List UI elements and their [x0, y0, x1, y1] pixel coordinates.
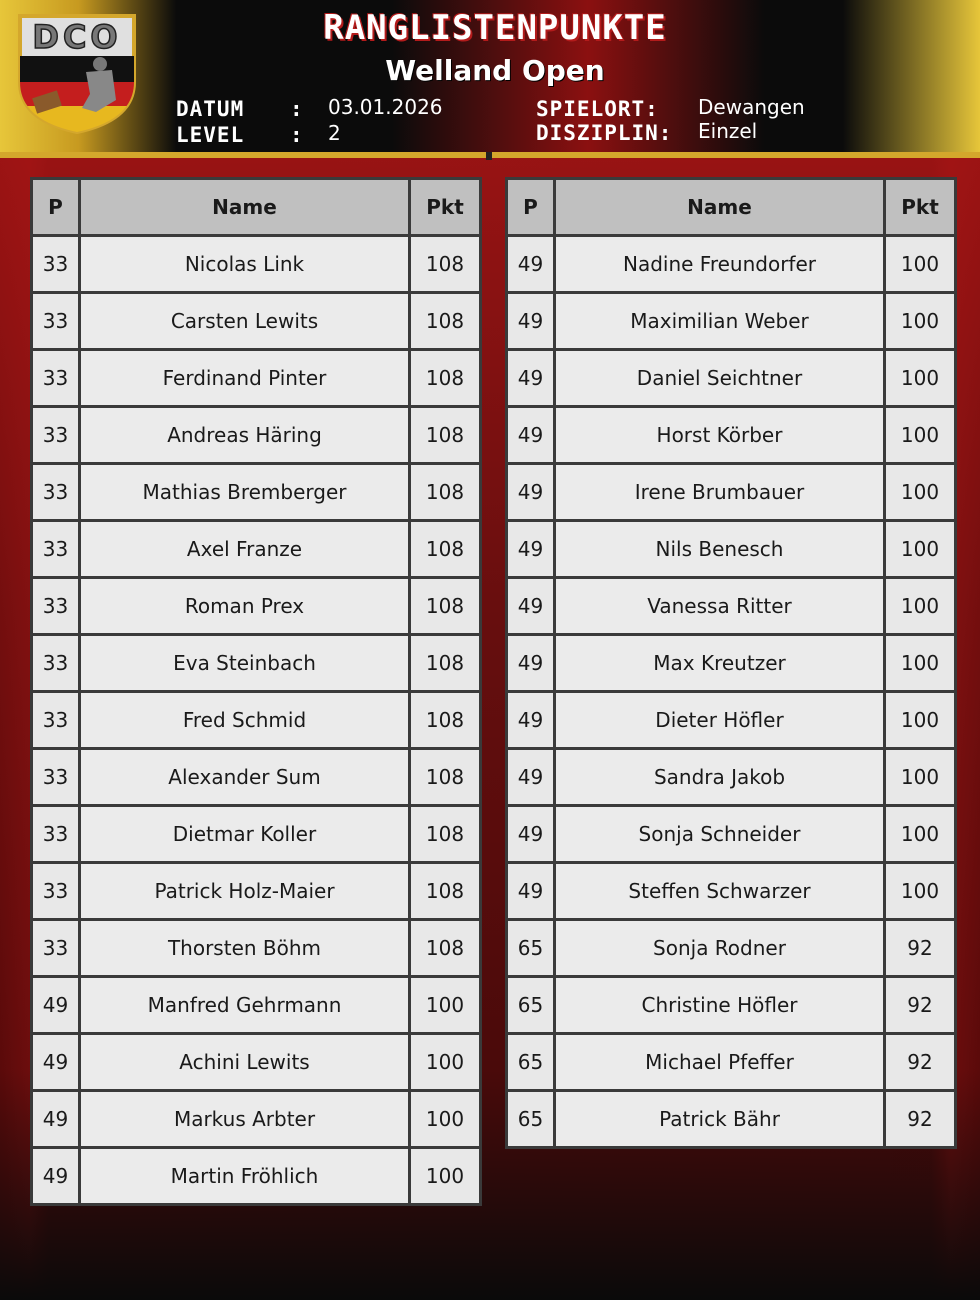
- rank-cell: 49: [507, 350, 555, 407]
- logo-text: DCO: [32, 18, 122, 56]
- points-cell: 108: [410, 521, 481, 578]
- points-cell: 108: [410, 407, 481, 464]
- table-row: [507, 1034, 956, 1091]
- table-row: [32, 920, 481, 977]
- event-name: Welland Open: [385, 54, 605, 87]
- name-cell: Thorsten Böhm: [80, 920, 410, 977]
- rank-cell: 49: [507, 635, 555, 692]
- points-cell: 100: [885, 521, 956, 578]
- column-header-name: Name: [80, 179, 410, 236]
- disziplin-label: DISZIPLIN:: [536, 121, 673, 145]
- points-cell: 100: [885, 407, 956, 464]
- table-row: [32, 1034, 481, 1091]
- datum-label: DATUM: [176, 97, 245, 121]
- rank-cell: 33: [32, 578, 80, 635]
- rank-cell: 49: [32, 1034, 80, 1091]
- name-cell: Alexander Sum: [80, 749, 410, 806]
- table-row: [507, 1091, 956, 1148]
- rank-cell: 49: [32, 1148, 80, 1205]
- table-row: [32, 749, 481, 806]
- points-cell: 100: [885, 236, 956, 293]
- points-cell: 108: [410, 293, 481, 350]
- table-row: [507, 749, 956, 806]
- name-cell: Max Kreutzer: [555, 635, 885, 692]
- column-header-p: P: [32, 179, 80, 236]
- column-header-p: P: [507, 179, 555, 236]
- rank-cell: 49: [507, 578, 555, 635]
- name-cell: Michael Pfeffer: [555, 1034, 885, 1091]
- table-row: [507, 806, 956, 863]
- name-cell: Roman Prex: [80, 578, 410, 635]
- points-cell: 92: [885, 920, 956, 977]
- table-row: [507, 521, 956, 578]
- name-cell: Daniel Seichtner: [555, 350, 885, 407]
- name-cell: Vanessa Ritter: [555, 578, 885, 635]
- table-row: [32, 350, 481, 407]
- table-row: [507, 977, 956, 1034]
- points-cell: 100: [885, 635, 956, 692]
- points-cell: 92: [885, 1091, 956, 1148]
- table-row: [32, 1148, 481, 1205]
- datum-colon: :: [290, 97, 303, 121]
- rank-cell: 33: [32, 407, 80, 464]
- points-cell: 108: [410, 806, 481, 863]
- dco-logo: [16, 12, 138, 134]
- rank-cell: 33: [32, 350, 80, 407]
- rank-cell: 49: [507, 692, 555, 749]
- header-divider-gap: [486, 152, 492, 160]
- rank-cell: 33: [32, 806, 80, 863]
- column-header-pkt: Pkt: [410, 179, 481, 236]
- table-row: [32, 977, 481, 1034]
- table-row: [32, 464, 481, 521]
- name-cell: Horst Körber: [555, 407, 885, 464]
- name-cell: Patrick Holz-Maier: [80, 863, 410, 920]
- rank-cell: 33: [32, 521, 80, 578]
- table-row: [32, 578, 481, 635]
- table-row: [507, 863, 956, 920]
- points-cell: 108: [410, 350, 481, 407]
- page-title: RANGLISTENPUNKTE: [323, 8, 667, 48]
- rank-cell: 49: [507, 749, 555, 806]
- name-cell: Nadine Freundorfer: [555, 236, 885, 293]
- points-cell: 92: [885, 977, 956, 1034]
- name-cell: Patrick Bähr: [555, 1091, 885, 1148]
- name-cell: Nils Benesch: [555, 521, 885, 578]
- name-cell: Fred Schmid: [80, 692, 410, 749]
- table-row: [507, 692, 956, 749]
- rank-cell: 33: [32, 464, 80, 521]
- points-cell: 100: [885, 350, 956, 407]
- table-row: [32, 1091, 481, 1148]
- name-cell: Sonja Rodner: [555, 920, 885, 977]
- disziplin-value: Einzel: [698, 119, 758, 143]
- table-row: [32, 863, 481, 920]
- rank-cell: 33: [32, 863, 80, 920]
- points-cell: 100: [885, 749, 956, 806]
- name-cell: Markus Arbter: [80, 1091, 410, 1148]
- rank-cell: 65: [507, 1034, 555, 1091]
- rank-cell: 49: [507, 863, 555, 920]
- name-cell: Sonja Schneider: [555, 806, 885, 863]
- table-row: [32, 806, 481, 863]
- ranking-table-right: [505, 177, 957, 1149]
- points-cell: 108: [410, 749, 481, 806]
- rank-cell: 49: [507, 236, 555, 293]
- rank-cell: 49: [507, 293, 555, 350]
- column-header-pkt: Pkt: [885, 179, 956, 236]
- name-cell: Martin Fröhlich: [80, 1148, 410, 1205]
- points-cell: 100: [410, 1148, 481, 1205]
- table-row: [32, 293, 481, 350]
- column-header-name: Name: [555, 179, 885, 236]
- name-cell: Manfred Gehrmann: [80, 977, 410, 1034]
- rank-cell: 65: [507, 977, 555, 1034]
- points-cell: 100: [410, 1034, 481, 1091]
- name-cell: Sandra Jakob: [555, 749, 885, 806]
- points-cell: 100: [410, 977, 481, 1034]
- points-cell: 108: [410, 635, 481, 692]
- spielort-label: SPIELORT:: [536, 97, 659, 121]
- table-row: [507, 464, 956, 521]
- rank-cell: 49: [32, 1091, 80, 1148]
- points-cell: 100: [885, 464, 956, 521]
- level-value: 2: [328, 121, 341, 145]
- table-row: [507, 578, 956, 635]
- rank-cell: 33: [32, 635, 80, 692]
- table-row: [32, 407, 481, 464]
- points-cell: 92: [885, 1034, 956, 1091]
- points-cell: 100: [885, 863, 956, 920]
- rank-cell: 65: [507, 920, 555, 977]
- name-cell: Ferdinand Pinter: [80, 350, 410, 407]
- rank-cell: 65: [507, 1091, 555, 1148]
- name-cell: Dietmar Koller: [80, 806, 410, 863]
- rank-cell: 49: [507, 521, 555, 578]
- points-cell: 108: [410, 920, 481, 977]
- name-cell: Eva Steinbach: [80, 635, 410, 692]
- table-header-row: [507, 179, 956, 236]
- name-cell: Christine Höfler: [555, 977, 885, 1034]
- name-cell: Axel Franze: [80, 521, 410, 578]
- table-row: [507, 236, 956, 293]
- spielort-value: Dewangen: [698, 95, 805, 119]
- rank-cell: 49: [507, 464, 555, 521]
- table-row: [32, 521, 481, 578]
- datum-value: 03.01.2026: [328, 95, 443, 119]
- name-cell: Irene Brumbauer: [555, 464, 885, 521]
- rank-cell: 33: [32, 749, 80, 806]
- name-cell: Mathias Bremberger: [80, 464, 410, 521]
- table-row: [507, 350, 956, 407]
- table-row: [32, 635, 481, 692]
- name-cell: Steffen Schwarzer: [555, 863, 885, 920]
- rank-cell: 49: [507, 407, 555, 464]
- table-row: [507, 920, 956, 977]
- rank-cell: 33: [32, 293, 80, 350]
- rank-cell: 33: [32, 692, 80, 749]
- name-cell: Dieter Höfler: [555, 692, 885, 749]
- points-cell: 108: [410, 236, 481, 293]
- table-row: [507, 635, 956, 692]
- rank-cell: 49: [32, 977, 80, 1034]
- points-cell: 108: [410, 464, 481, 521]
- points-cell: 100: [885, 806, 956, 863]
- table-row: [32, 236, 481, 293]
- points-cell: 108: [410, 578, 481, 635]
- table-row: [32, 692, 481, 749]
- points-cell: 100: [885, 578, 956, 635]
- name-cell: Andreas Häring: [80, 407, 410, 464]
- table-header-row: [32, 179, 481, 236]
- ranking-table-left: [30, 177, 482, 1206]
- level-colon: :: [290, 123, 303, 147]
- points-cell: 108: [410, 692, 481, 749]
- rank-cell: 33: [32, 236, 80, 293]
- points-cell: 108: [410, 863, 481, 920]
- name-cell: Carsten Lewits: [80, 293, 410, 350]
- name-cell: Maximilian Weber: [555, 293, 885, 350]
- level-label: LEVEL: [176, 123, 245, 147]
- points-cell: 100: [885, 293, 956, 350]
- name-cell: Achini Lewits: [80, 1034, 410, 1091]
- rank-cell: 49: [507, 806, 555, 863]
- table-row: [507, 407, 956, 464]
- name-cell: Nicolas Link: [80, 236, 410, 293]
- table-row: [507, 293, 956, 350]
- points-cell: 100: [410, 1091, 481, 1148]
- points-cell: 100: [885, 692, 956, 749]
- rank-cell: 33: [32, 920, 80, 977]
